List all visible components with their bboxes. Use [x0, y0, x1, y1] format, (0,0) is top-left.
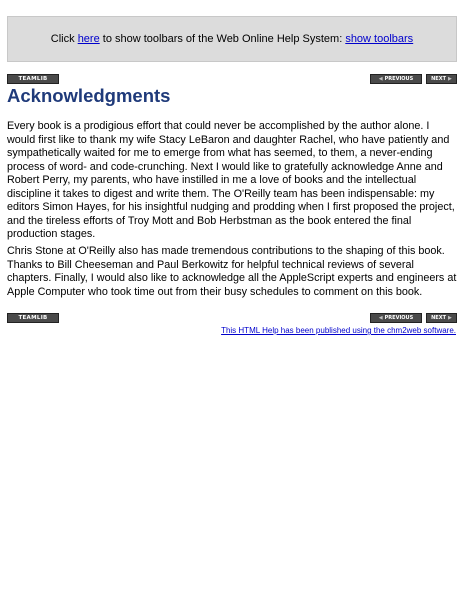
previous-button[interactable] — [370, 74, 422, 84]
previous-label: PREVIOUS — [384, 76, 414, 82]
left-arrow-icon: ◀ — [378, 76, 383, 82]
previous-label: PREVIOUS — [384, 315, 414, 321]
paragraph-2: Chris Stone at O'Reilly also has made tremendous contributions to the shaping of this book. Thanks to Bill Cheeseman and Paul Berkowitz for helpful technical reviews of several chapters. Finally, I would also like to acknowledge all the AppleScript experts and engineers at Apple Computer who took time out from their busy schedules to comment on this book. — [7, 245, 457, 298]
paragraph-1: Every book is a prodigious effort that could never be accomplished by the author alone. I would first like to thank my wife Stacy LeBaron and daughter Rachel, who have patiently and sympathetically waited for me to emerge from what has seemed, to them, a never-ending process of word- and code-crunching. Next I would like to gratefully acknowledge Anne and Robert Perry, my parents, who have instilled in me a love of books and the intellectual discipline it takes to digest and write them. The O'Reilly team has been indispensable: my editors Simon Hayes, for his insightful nudging and prodding when I first proposed the project, and the tireless efforts of Troy Mott and Bob Herbstman as the book entered the final production stages. — [7, 120, 455, 240]
right-arrow-icon: ▶ — [448, 315, 452, 321]
toolbar-banner — [7, 16, 457, 62]
left-arrow-icon: ◀ — [378, 315, 383, 321]
bottom-nav-bar — [7, 313, 457, 324]
chm2web-credit-link[interactable]: This HTML Help has been published using the chm2web software. — [221, 326, 456, 335]
next-label: NEXT — [431, 315, 446, 321]
next-label: NEXT — [431, 76, 446, 82]
previous-button[interactable] — [370, 313, 422, 323]
page-title: Acknowledgments — [7, 85, 171, 106]
teamlib-logo: TEAMLIB — [7, 313, 59, 323]
show-toolbars-link[interactable]: show toolbars — [345, 33, 414, 45]
right-arrow-icon: ▶ — [448, 76, 452, 82]
here-link[interactable]: here — [77, 33, 100, 45]
banner-middle: to show toolbars of the Web Online Help System: — [99, 33, 346, 45]
teamlib-logo: TEAMLIB — [7, 74, 59, 84]
next-button[interactable] — [426, 74, 457, 84]
next-button[interactable] — [426, 313, 457, 323]
top-nav-bar — [7, 74, 457, 85]
banner-prefix: Click — [50, 33, 78, 45]
